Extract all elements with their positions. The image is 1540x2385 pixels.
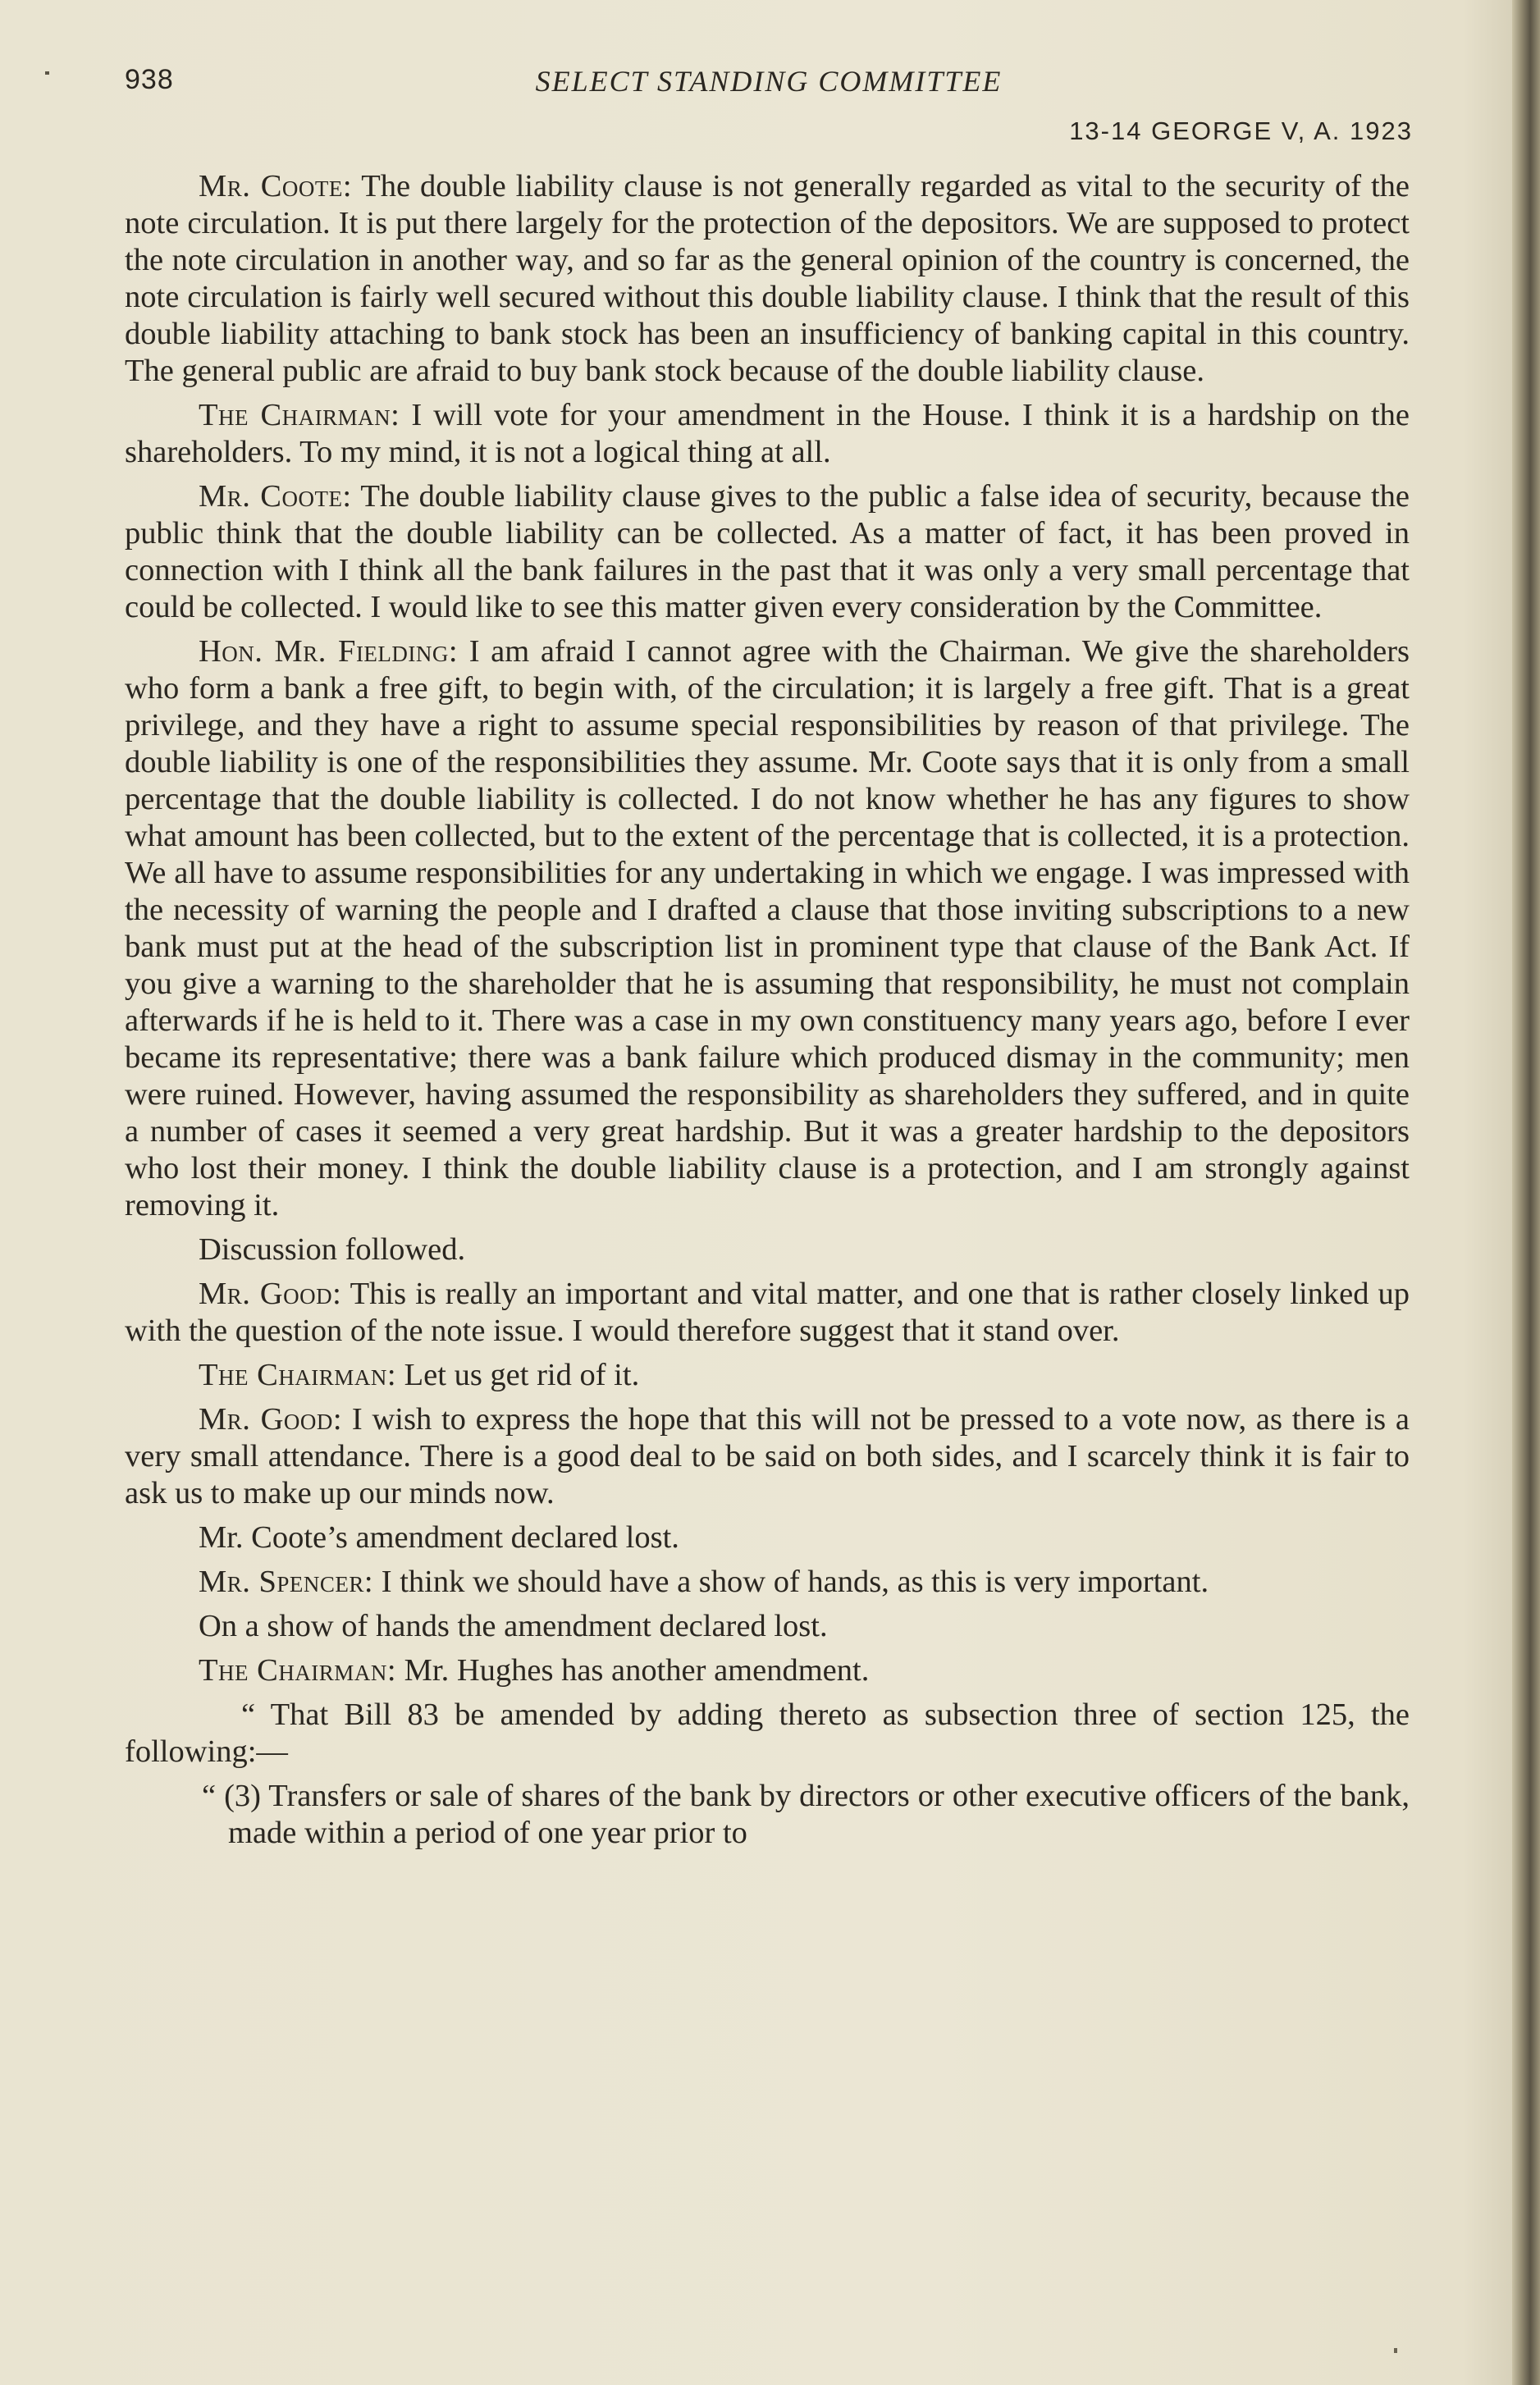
subsection-text xyxy=(125,1778,1410,1852)
paragraph-text: I am afraid I cannot agree with the Chairman. We give the shareholders who form a bank a free gift, to begin with, of the circulation; it is largely a free gift. That is a great privilege, and they have a right to assume special responsibilities by reason of that privilege. The double liability is one of the responsibilities they assume. Mr. Coote says that it is only from a small percentage that the double liability is collected. I do not know whether he has any figures to show what amount has been collected, but to the extent of the percentage that is collected, it is a protection. We all have to assume responsibilities for any undertaking in which we engage. I was impressed with the necessity of warning the people and I drafted a clause that those inviting subscriptions to a new bank must put at the head of the subscription list in prominent type that clause of the Bank Act. If you give a warning to the shareholder that he is assuming that responsibility, he must not complain afterwards if he is held to it. There was a case in my own constituency many years ago, before I ever became its representative; there was a bank failure which produced dismay in the community; men were ruined. However, having assumed the responsibility as shareholders they suffered, and in quite a number of cases it seemed a very great hardship. But it was a greater hardship to the depositors who lost their money. I think the double liability clause is a protection, and I am strongly against removing it. xyxy=(125,634,1410,1222)
page-header xyxy=(125,64,1413,145)
paragraph xyxy=(125,478,1410,626)
paragraph-text: This is really an important and vital matter, and one that is rather closely linked up with the question of the note issue. I would therefore suggest that it stand over. xyxy=(125,1277,1410,1348)
paragraph-text: Mr. Hughes has another amendment. xyxy=(396,1653,870,1688)
paragraph-text: Let us get rid of it. xyxy=(396,1358,640,1392)
speaker-name: The Chairman: xyxy=(199,1358,397,1392)
paragraph xyxy=(125,1401,1410,1512)
paragraph-text: The double liability clause is not generally regarded as vital to the security of the note circulation. It is put there largely for the protection of the depositors. We are supposed to protect the note circulation in another way, and so far as the general opinion of the country is concerned, the note circulation is fairly well secured without this double liability clause. I think that the result of this double liability attaching to bank stock has been an insufficiency of banking capital in this country. The general public are afraid to buy bank stock because of the double liability clause. xyxy=(125,169,1410,388)
speaker-name: Mr. Spencer: xyxy=(199,1565,374,1599)
book-binding-edge xyxy=(1512,0,1540,2385)
scan-speck xyxy=(1394,2348,1397,2353)
quoted-amendment xyxy=(125,1697,1410,1770)
speaker-name: Hon. Mr. Fielding: xyxy=(199,634,459,669)
speaker-name: Mr. Good: xyxy=(199,1402,343,1437)
paragraph xyxy=(125,1564,1410,1601)
paragraph-text: On a show of hands the amendment declared lost. xyxy=(199,1609,828,1643)
paragraph xyxy=(125,633,1410,1224)
subsection-body: “ (3) Transfers or sale of shares of the bank by directors or other executive officers of the bank, made within a period of one year prior to xyxy=(202,1779,1410,1850)
page-number: 938 xyxy=(125,64,174,95)
speaker-name: Mr. Coote: xyxy=(199,479,352,514)
paragraph-text: I will vote for your amendment in the House. I think it is a hardship on the shareholders. To my mind, it is not a logical thing at all. xyxy=(125,398,1410,469)
paragraph-text: Discussion followed. xyxy=(199,1232,466,1267)
speaker-name: Mr. Coote: xyxy=(199,169,353,203)
speaker-name: The Chairman: xyxy=(199,398,400,432)
paragraph xyxy=(125,397,1410,471)
scan-speck xyxy=(45,71,49,75)
paragraph-text: I wish to express the hope that this will not be pressed to a vote now, as there is a very small attendance. There is a good deal to be said on both sides, and I scarcely think it is fair to ask us to make up our minds now. xyxy=(125,1402,1410,1510)
speaker-name: Mr. Good: xyxy=(199,1277,342,1311)
paragraph-text: Mr. Coote’s amendment declared lost. xyxy=(199,1520,679,1555)
speaker-name: The Chairman: xyxy=(199,1653,397,1688)
paragraph xyxy=(125,1519,1410,1556)
paragraph xyxy=(125,1276,1410,1350)
body-text xyxy=(125,168,1410,1859)
edition-line: 13-14 GEORGE V, A. 1923 xyxy=(1069,117,1413,145)
paragraph xyxy=(125,1652,1410,1689)
running-title: SELECT STANDING COMMITTEE xyxy=(535,65,1003,98)
paragraph-text: The double liability clause gives to the public a false idea of security, because the public think that the double liability can be collected. As a matter of fact, it has been proved in connection with I think all the bank failures in the past that it was only a very small percentage that could be collected. I would like to see this matter given every consideration by the Committee. xyxy=(125,479,1410,624)
paragraph xyxy=(125,1231,1410,1268)
quoted-amendment-text: “ That Bill 83 be amended by adding thereto as subsection three of section 125, the following:— xyxy=(125,1697,1410,1769)
paragraph xyxy=(125,1357,1410,1394)
paragraph-text: I think we should have a show of hands, as this is very important. xyxy=(373,1565,1209,1599)
paragraph xyxy=(125,1608,1410,1645)
paragraph xyxy=(125,168,1410,390)
